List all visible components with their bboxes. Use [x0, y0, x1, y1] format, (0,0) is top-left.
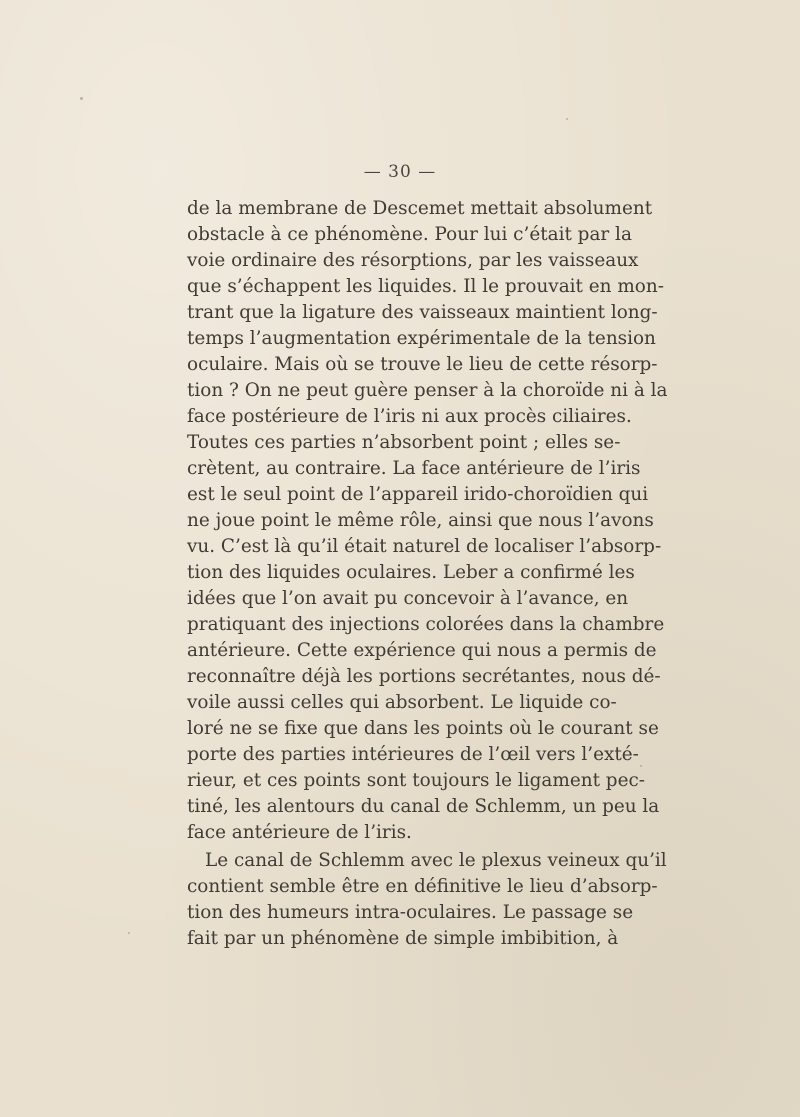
page-number: — 30 —	[363, 162, 437, 182]
text-line: face postérieure de l’iris ni aux procès ciliaires.	[187, 406, 632, 427]
text-line: tion des liquides oculaires. Leber a confirmé les	[187, 562, 635, 583]
text-line: ne joue point le même rôle, ainsi que nous l’avons	[187, 510, 654, 531]
text-line: rieur, et ces points sont toujours le ligament pec-	[187, 770, 645, 791]
text-line: antérieure. Cette expérience qui nous a permis de	[187, 640, 657, 661]
text-line: tion des humeurs intra-oculaires. Le passage se	[187, 902, 634, 923]
text-line: voile aussi celles qui absorbent. Le liquide co-	[187, 692, 617, 713]
text-line: que s’échappent les liquides. Il le prouvait en mon-	[187, 276, 664, 297]
text-line: crètent, au contraire. La face antérieure de l’iris	[187, 458, 641, 479]
text-line: tiné, les alentours du canal de Schlemm, un peu la	[187, 796, 660, 817]
text-line: fait par un phénomène de simple imbibition, à	[187, 928, 619, 949]
text-line: Le canal de Schlemm avec le plexus veineux qu’il	[205, 850, 667, 871]
text-line: Toutes ces parties n’absorbent point ; elles se-	[187, 432, 621, 453]
text-line: contient semble être en définitive le lieu d’absorp-	[187, 876, 658, 897]
text-line: tion ? On ne peut guère penser à la choroïde ni à la	[187, 380, 668, 401]
text-line: obstacle à ce phénomène. Pour lui c’était par la	[187, 224, 632, 245]
paper-speck	[640, 765, 642, 767]
paper-speck	[566, 118, 568, 120]
paper-speck	[128, 932, 130, 934]
text-line: loré ne se fixe que dans les points où le courant se	[187, 718, 659, 739]
body-text	[187, 196, 668, 952]
text-line: porte des parties intérieures de l’œil vers l’exté-	[187, 744, 639, 765]
paragraph	[187, 848, 667, 952]
text-line: reconnaître déjà les portions secrétantes, nous dé-	[187, 666, 661, 687]
text-line: voie ordinaire des résorptions, par les vaisseaux	[187, 250, 639, 271]
paper-speck	[80, 97, 83, 100]
text-line: vu. C’est là qu’il était naturel de localiser l’absorp-	[187, 536, 662, 557]
text-line: oculaire. Mais où se trouve le lieu de cette résorp-	[187, 354, 658, 375]
text-line: est le seul point de l’appareil irido-choroïdien qui	[187, 484, 649, 505]
paragraph	[187, 196, 668, 846]
text-line: trant que la ligature des vaisseaux maintient long-	[187, 302, 658, 323]
text-line: temps l’augmentation expérimentale de la tension	[187, 328, 656, 349]
text-line: pratiquant des injections colorées dans la chambre	[187, 614, 665, 635]
text-line: idées que l’on avait pu concevoir à l’avance, en	[187, 588, 629, 609]
text-line: de la membrane de Descemet mettait absolument	[187, 198, 653, 219]
text-line: face antérieure de l’iris.	[187, 822, 412, 843]
